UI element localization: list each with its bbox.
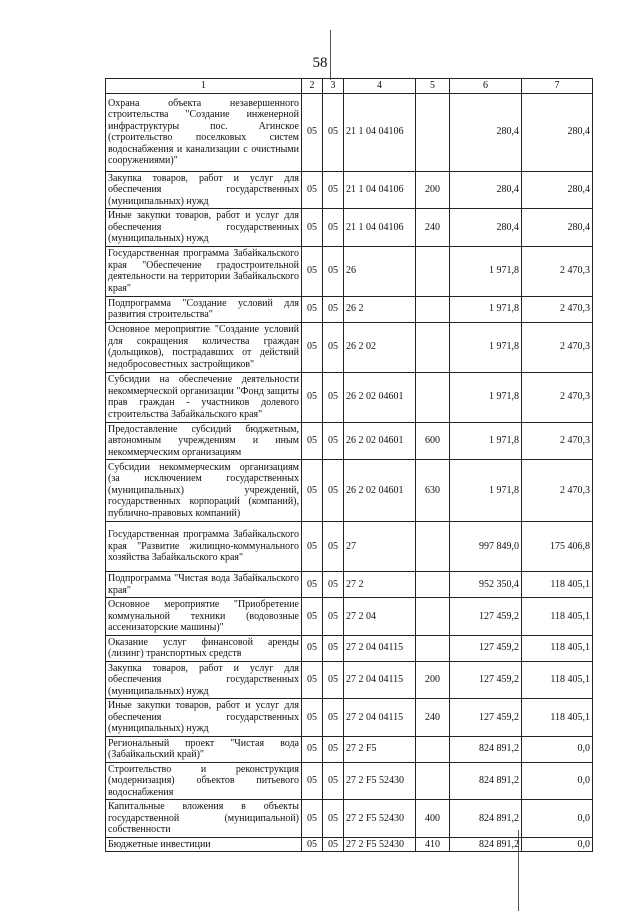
target-code: 26 2 02 04601 xyxy=(344,372,416,422)
amount-col7: 280,4 xyxy=(522,209,593,247)
header-cell: 4 xyxy=(344,79,416,94)
table-body xyxy=(106,79,593,852)
table-row xyxy=(106,736,593,762)
table-row xyxy=(106,699,593,737)
amount-col6: 1 971,8 xyxy=(450,372,522,422)
amount-col6: 952 350,4 xyxy=(450,572,522,598)
table-row xyxy=(106,460,593,522)
amount-col6: 1 971,8 xyxy=(450,246,522,296)
expense-type: 200 xyxy=(416,661,450,699)
subsection-code: 05 xyxy=(323,736,344,762)
section-code: 05 xyxy=(302,800,323,838)
row-name: Субсидии некоммерческим организациям (за исключением государственных (муниципальных) учреждений, государственных корпораций (компаний), публично-правовых компаний) xyxy=(106,460,302,522)
row-name: Закупка товаров, работ и услуг для обеспечения государственных (муниципальных) нужд xyxy=(106,661,302,699)
expense-type xyxy=(416,246,450,296)
expense-type: 600 xyxy=(416,422,450,460)
amount-col6: 127 459,2 xyxy=(450,661,522,699)
table-row xyxy=(106,422,593,460)
expense-type xyxy=(416,598,450,636)
amount-col7: 118 405,1 xyxy=(522,661,593,699)
subsection-code: 05 xyxy=(323,322,344,372)
target-code: 26 2 02 04601 xyxy=(344,460,416,522)
row-name: Субсидии на обеспечение деятельности некоммерческой организации "Фонд защиты прав граждан - участников долевого строительства Забайкальского края" xyxy=(106,372,302,422)
table-row xyxy=(106,635,593,661)
table-row xyxy=(106,93,593,171)
subsection-code: 05 xyxy=(323,296,344,322)
amount-col6: 1 971,8 xyxy=(450,422,522,460)
amount-col7: 0,0 xyxy=(522,800,593,838)
subsection-code: 05 xyxy=(323,837,344,852)
row-name: Оказание услуг финансовой аренды (лизинг) транспортных средств xyxy=(106,635,302,661)
amount-col7: 175 406,8 xyxy=(522,522,593,572)
amount-col6: 1 971,8 xyxy=(450,296,522,322)
row-name: Иные закупки товаров, работ и услуг для обеспечения государственных (муниципальных) нужд xyxy=(106,209,302,247)
table-row xyxy=(106,661,593,699)
amount-col7: 0,0 xyxy=(522,736,593,762)
section-code: 05 xyxy=(302,246,323,296)
row-name: Строительство и реконструкция (модернизация) объектов питьевого водоснабжения xyxy=(106,762,302,800)
row-name: Государственная программа Забайкальского края "Обеспечение градостроительной деятельности на территории Забайкальского края" xyxy=(106,246,302,296)
section-code: 05 xyxy=(302,522,323,572)
amount-col7: 280,4 xyxy=(522,93,593,171)
subsection-code: 05 xyxy=(323,422,344,460)
row-name: Государственная программа Забайкальского края "Развитие жилищно-коммунального хозяйства Забайкальского края" xyxy=(106,522,302,572)
amount-col6: 127 459,2 xyxy=(450,699,522,737)
amount-col6: 1 971,8 xyxy=(450,460,522,522)
table-row xyxy=(106,800,593,838)
row-name: Закупка товаров, работ и услуг для обеспечения государственных (муниципальных) нужд xyxy=(106,171,302,209)
expense-type: 240 xyxy=(416,699,450,737)
target-code: 26 xyxy=(344,246,416,296)
section-code: 05 xyxy=(302,296,323,322)
expense-type xyxy=(416,322,450,372)
expense-type: 400 xyxy=(416,800,450,838)
expense-type xyxy=(416,296,450,322)
target-code: 21 1 04 04106 xyxy=(344,171,416,209)
expense-type xyxy=(416,762,450,800)
amount-col6: 824 891,2 xyxy=(450,762,522,800)
row-name: Подпрограмма "Создание условий для развития строительства" xyxy=(106,296,302,322)
amount-col7: 2 470,3 xyxy=(522,372,593,422)
subsection-code: 05 xyxy=(323,661,344,699)
target-code: 21 1 04 04106 xyxy=(344,209,416,247)
section-code: 05 xyxy=(302,460,323,522)
target-code: 27 2 04 xyxy=(344,598,416,636)
subsection-code: 05 xyxy=(323,699,344,737)
expense-type: 410 xyxy=(416,837,450,852)
target-code: 21 1 04 04106 xyxy=(344,93,416,171)
amount-col6: 280,4 xyxy=(450,209,522,247)
amount-col6: 127 459,2 xyxy=(450,635,522,661)
row-name: Основное мероприятие "Приобретение коммунальной техники (водовозные ассенизаторские машины)" xyxy=(106,598,302,636)
row-name: Предоставление субсидий бюджетным, автономным учреждениям и иным некоммерческим организациям xyxy=(106,422,302,460)
subsection-code: 05 xyxy=(323,171,344,209)
target-code: 27 2 F5 52430 xyxy=(344,762,416,800)
amount-col6: 824 891,2 xyxy=(450,837,522,852)
amount-col7: 0,0 xyxy=(522,762,593,800)
target-code: 27 2 F5 52430 xyxy=(344,800,416,838)
amount-col7: 118 405,1 xyxy=(522,699,593,737)
row-name: Капитальные вложения в объекты государственной (муниципальной) собственности xyxy=(106,800,302,838)
row-name: Подпрограмма "Чистая вода Забайкальского края" xyxy=(106,572,302,598)
table-row xyxy=(106,572,593,598)
target-code: 27 2 04 04115 xyxy=(344,635,416,661)
expense-type xyxy=(416,736,450,762)
header-cell: 6 xyxy=(450,79,522,94)
table-row xyxy=(106,372,593,422)
expense-type: 200 xyxy=(416,171,450,209)
amount-col7: 118 405,1 xyxy=(522,598,593,636)
header-cell: 7 xyxy=(522,79,593,94)
header-row xyxy=(106,79,593,94)
row-name: Региональный проект "Чистая вода (Забайкальский край)" xyxy=(106,736,302,762)
amount-col6: 824 891,2 xyxy=(450,736,522,762)
header-cell: 3 xyxy=(323,79,344,94)
expense-type xyxy=(416,93,450,171)
amount-col7: 2 470,3 xyxy=(522,422,593,460)
amount-col7: 2 470,3 xyxy=(522,296,593,322)
table-row xyxy=(106,522,593,572)
amount-col7: 2 470,3 xyxy=(522,246,593,296)
section-code: 05 xyxy=(302,171,323,209)
section-code: 05 xyxy=(302,209,323,247)
section-code: 05 xyxy=(302,736,323,762)
subsection-code: 05 xyxy=(323,93,344,171)
subsection-code: 05 xyxy=(323,572,344,598)
table-row xyxy=(106,296,593,322)
section-code: 05 xyxy=(302,322,323,372)
section-code: 05 xyxy=(302,372,323,422)
subsection-code: 05 xyxy=(323,522,344,572)
section-code: 05 xyxy=(302,93,323,171)
section-code: 05 xyxy=(302,422,323,460)
expense-type xyxy=(416,572,450,598)
amount-col7: 280,4 xyxy=(522,171,593,209)
target-code: 27 2 04 04115 xyxy=(344,661,416,699)
budget-table xyxy=(105,78,593,852)
section-code: 05 xyxy=(302,699,323,737)
subsection-code: 05 xyxy=(323,800,344,838)
header-cell: 5 xyxy=(416,79,450,94)
table-row xyxy=(106,209,593,247)
amount-col6: 280,4 xyxy=(450,171,522,209)
header-cell: 1 xyxy=(106,79,302,94)
table-row xyxy=(106,171,593,209)
target-code: 26 2 xyxy=(344,296,416,322)
table-row xyxy=(106,246,593,296)
amount-col7: 0,0 xyxy=(522,837,593,852)
amount-col6: 997 849,0 xyxy=(450,522,522,572)
subsection-code: 05 xyxy=(323,635,344,661)
target-code: 27 2 F5 xyxy=(344,736,416,762)
amount-col6: 1 971,8 xyxy=(450,322,522,372)
expense-type: 630 xyxy=(416,460,450,522)
subsection-code: 05 xyxy=(323,209,344,247)
expense-type xyxy=(416,522,450,572)
header-cell: 2 xyxy=(302,79,323,94)
table-row xyxy=(106,598,593,636)
target-code: 27 xyxy=(344,522,416,572)
table-row xyxy=(106,762,593,800)
amount-col7: 2 470,3 xyxy=(522,460,593,522)
amount-col7: 2 470,3 xyxy=(522,322,593,372)
section-code: 05 xyxy=(302,762,323,800)
expense-type: 240 xyxy=(416,209,450,247)
subsection-code: 05 xyxy=(323,246,344,296)
subsection-code: 05 xyxy=(323,598,344,636)
target-code: 27 2 xyxy=(344,572,416,598)
row-name: Охрана объекта незавершенного строительства "Создание инженерной инфраструктуры пос. Агинское (строительство поселковых систем водоснабжения и канализации с очистными сооружениями)" xyxy=(106,93,302,171)
subsection-code: 05 xyxy=(323,762,344,800)
amount-col6: 280,4 xyxy=(450,93,522,171)
expense-type xyxy=(416,372,450,422)
target-code: 27 2 F5 52430 xyxy=(344,837,416,852)
subsection-code: 05 xyxy=(323,460,344,522)
amount-col7: 118 405,1 xyxy=(522,635,593,661)
amount-col6: 127 459,2 xyxy=(450,598,522,636)
target-code: 26 2 02 04601 xyxy=(344,422,416,460)
subsection-code: 05 xyxy=(323,372,344,422)
table-row xyxy=(106,322,593,372)
section-code: 05 xyxy=(302,661,323,699)
amount-col7: 118 405,1 xyxy=(522,572,593,598)
row-name: Основное мероприятие "Создание условий для сокращения количества граждан (дольщиков), пострадавших от действий недобросовестных застройщиков" xyxy=(106,322,302,372)
target-code: 27 2 04 04115 xyxy=(344,699,416,737)
row-name: Иные закупки товаров, работ и услуг для обеспечения государственных (муниципальных) нужд xyxy=(106,699,302,737)
page-number: 58 xyxy=(312,55,328,71)
table-row xyxy=(106,837,593,852)
section-code: 05 xyxy=(302,598,323,636)
row-name: Бюджетные инвестиции xyxy=(106,837,302,852)
expense-type xyxy=(416,635,450,661)
amount-col6: 824 891,2 xyxy=(450,800,522,838)
section-code: 05 xyxy=(302,572,323,598)
target-code: 26 2 02 xyxy=(344,322,416,372)
section-code: 05 xyxy=(302,837,323,852)
section-code: 05 xyxy=(302,635,323,661)
